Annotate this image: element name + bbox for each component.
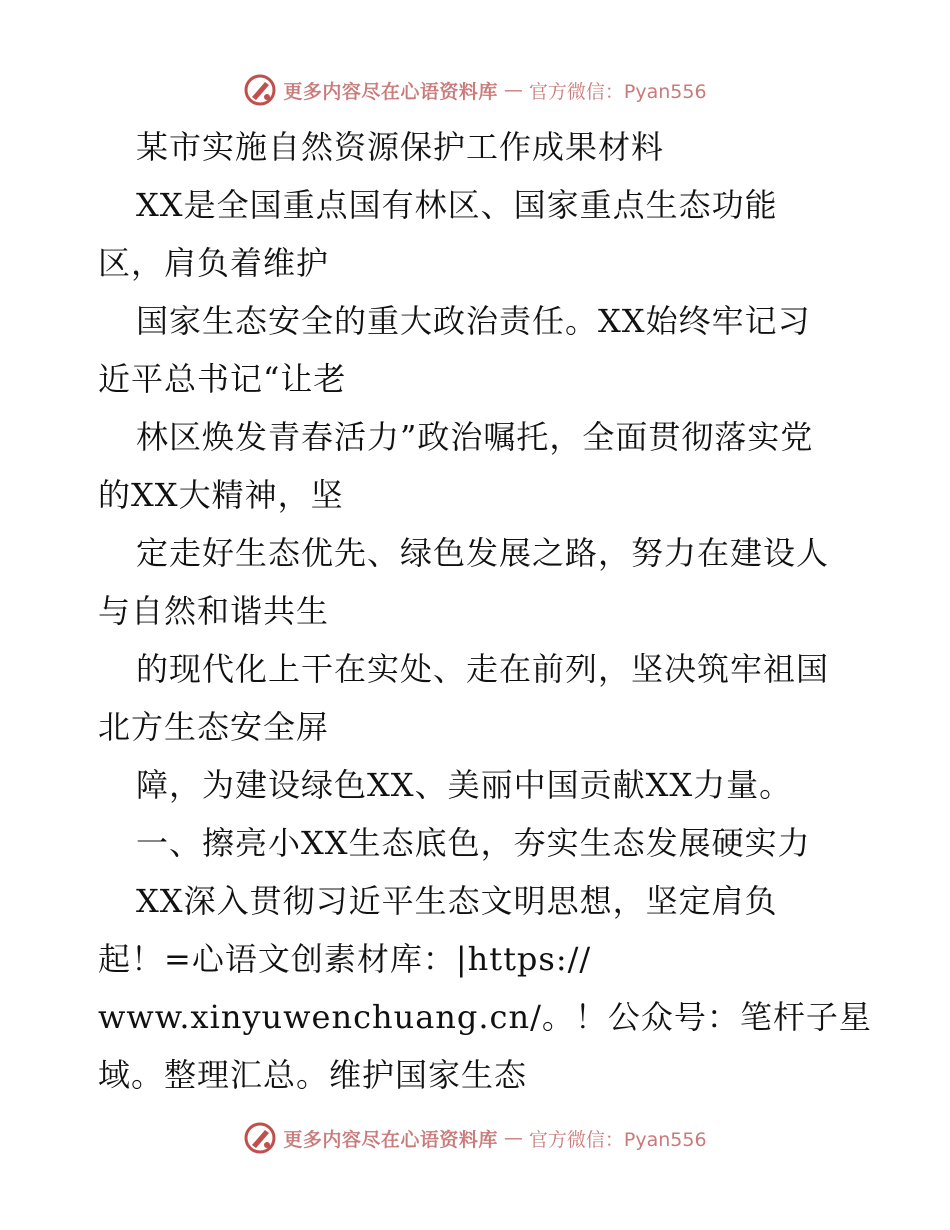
- banner-wechat: 官方微信：Pyan556: [528, 1128, 707, 1151]
- doc-line: 定走好生态优先、绿色发展之路，努力在建设人: [136, 534, 830, 572]
- header-banner: [0, 70, 950, 110]
- doc-line: 域。整理汇总。维护国家生态: [98, 1056, 528, 1094]
- logo-icon: [243, 1121, 277, 1155]
- doc-line: 的现代化上干在实处、走在前列，坚决筑牢祖国: [136, 650, 830, 688]
- doc-line: 与自然和谐共生: [98, 592, 330, 630]
- logo-icon: [243, 73, 277, 107]
- doc-line: 近平总书记“让老: [98, 360, 347, 398]
- doc-line: 林区焕发青春活力”政治嘱托，全面贯彻落实党: [136, 418, 814, 456]
- banner-dash: —: [503, 79, 523, 101]
- doc-line: 的XX大精神，坚: [98, 476, 344, 514]
- doc-line: XX深入贯彻习近平生态文明思想，坚定肩负: [136, 882, 778, 920]
- doc-line: 北方生态安全屏: [98, 708, 330, 746]
- banner-dash: —: [503, 1127, 523, 1149]
- section-heading: 一、擦亮小XX生态底色，夯实生态发展硬实力: [136, 824, 811, 862]
- banner-wechat: 官方微信：Pyan556: [528, 80, 707, 103]
- doc-line: www.xinyuwenchuang.cn/。！公众号：笔杆子星: [98, 998, 872, 1036]
- footer-banner: [0, 1118, 950, 1158]
- doc-line: 国家生态安全的重大政治责任。XX始终牢记习: [136, 302, 811, 340]
- banner-title: 更多内容尽在心语资料库: [283, 80, 498, 103]
- document-body: [98, 118, 872, 1104]
- doc-line: 起！=心语文创素材库：|https://: [98, 940, 592, 978]
- doc-line: 障，为建设绿色XX、美丽中国贡献XX力量。: [136, 766, 793, 804]
- doc-line: XX是全国重点国有林区、国家重点生态功能: [136, 186, 778, 224]
- doc-line: 区，肩负着维护: [98, 244, 330, 282]
- banner-title: 更多内容尽在心语资料库: [283, 1128, 498, 1151]
- doc-line: 某市实施自然资源保护工作成果材料: [136, 128, 665, 166]
